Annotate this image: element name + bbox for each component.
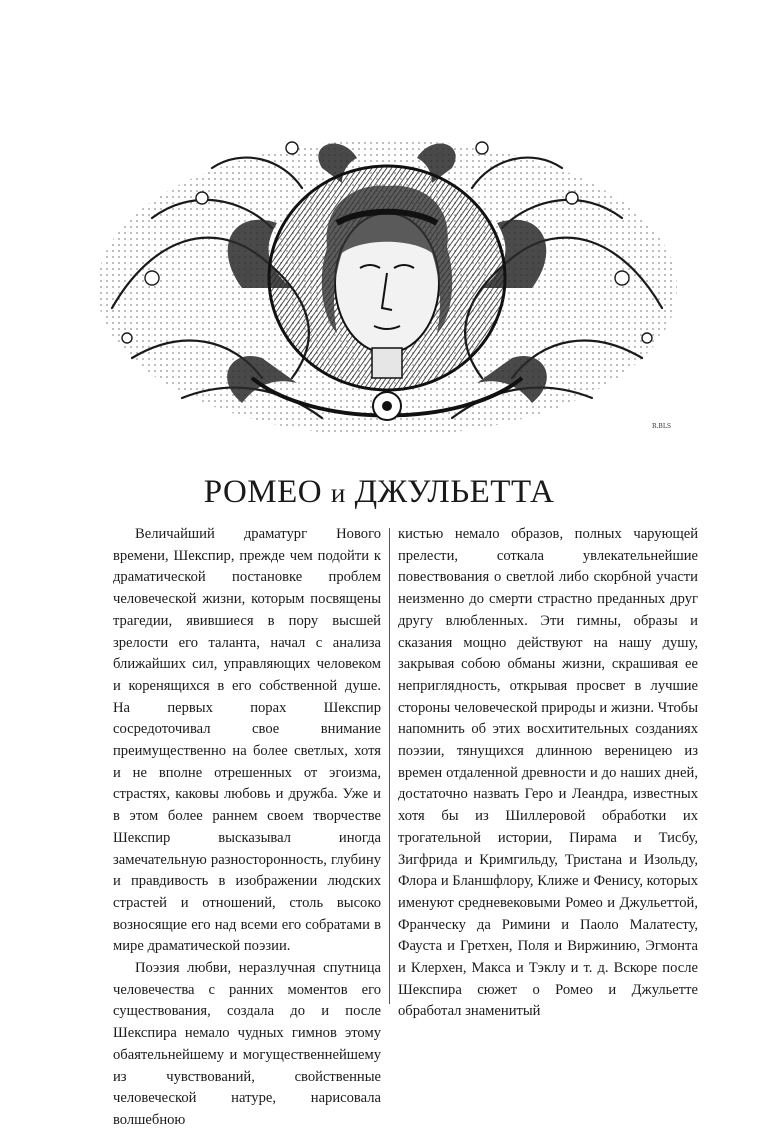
title-rest: ДЖУЛЬЕТТА	[354, 474, 555, 510]
paragraph-intro: Величайший драматург Нового времени, Шекспир, прежде чем подойти к драматической постановке проблем человеческой жизни, которым посвящены трагедии, явившиеся в пору высшей зрелости его таланта, начал с анализа ближайших сил, управляющих человеком и коренящихся в его собственной душе. На первых порах Шекспир сосредоточивал свое внимание преимущественно на более светлых, хотя и не вполне отрешенных от эгоизма, страстях, каковы любовь и дружба. Уже и в этом более раннем своем творчестве Шекспир высказывал иногда замечательную разносторонность, глубину и правдивость в изображении людских страстей и отношений, столь высоко возносящие его над всеми его собратами в мире драматической поэзии.	[113, 526, 381, 955]
right-column	[398, 524, 698, 1023]
page-title	[0, 472, 758, 513]
paragraph-love-poetry: Поэзия любви, неразлучная спутница человечества с ранних моментов его существования, создала до и после Шекспира немало чудных гимнов этому обаятельнейшему и могущественнейшему из чувствований, свойственные человеческой натуре, нарисовала волшебною	[113, 960, 381, 1128]
title-main: РОМЕО	[203, 474, 323, 510]
engraver-mark: R.BLS	[652, 423, 671, 430]
left-column	[113, 524, 381, 1132]
title-join: и	[330, 478, 346, 508]
column-divider	[389, 528, 390, 1004]
paragraph-continuation: кистью немало образов, полных чарующей прелести, соткала увлекательнейшие повествования о светлой либо скорбной участи неизменно до смерти страстно преданных друг другу влюбленных. Эти гимны, образы и сказания мощно действуют на нашу душу, закрывая собою обманы жизни, скрашивая ее неприглядность, открывая просвет в лучшие стороны человеческой природы и жизни. Чтобы напомнить об этих восхитительных созданиях поэзии, тянущихся длинною вереницею из времен отдаленной древности и до наших дней, достаточно назвать Геро и Леандра, известных хотя бы из Шиллеровой обработки их трогательной истории, Пирама и Тисбу, Зигфрида и Кримгильду, Тристана и Изольду, Флора и Бланшфлору, Клиже и Фенису, которых именуют средневековыми Ромео и Джульеттой, Франческу да Римини и Паоло Малатесту, Фауста и Гретхен, Поля и Виржинию, Эгмонта и Клерхен, Макса и Тэклу и т. д. Вскоре после Шекспира сюжет о Ромео и Джульетте обработал знаменитый	[398, 526, 698, 1020]
engraved-headpiece	[92, 128, 682, 438]
portrait-ornament-icon	[92, 128, 682, 438]
